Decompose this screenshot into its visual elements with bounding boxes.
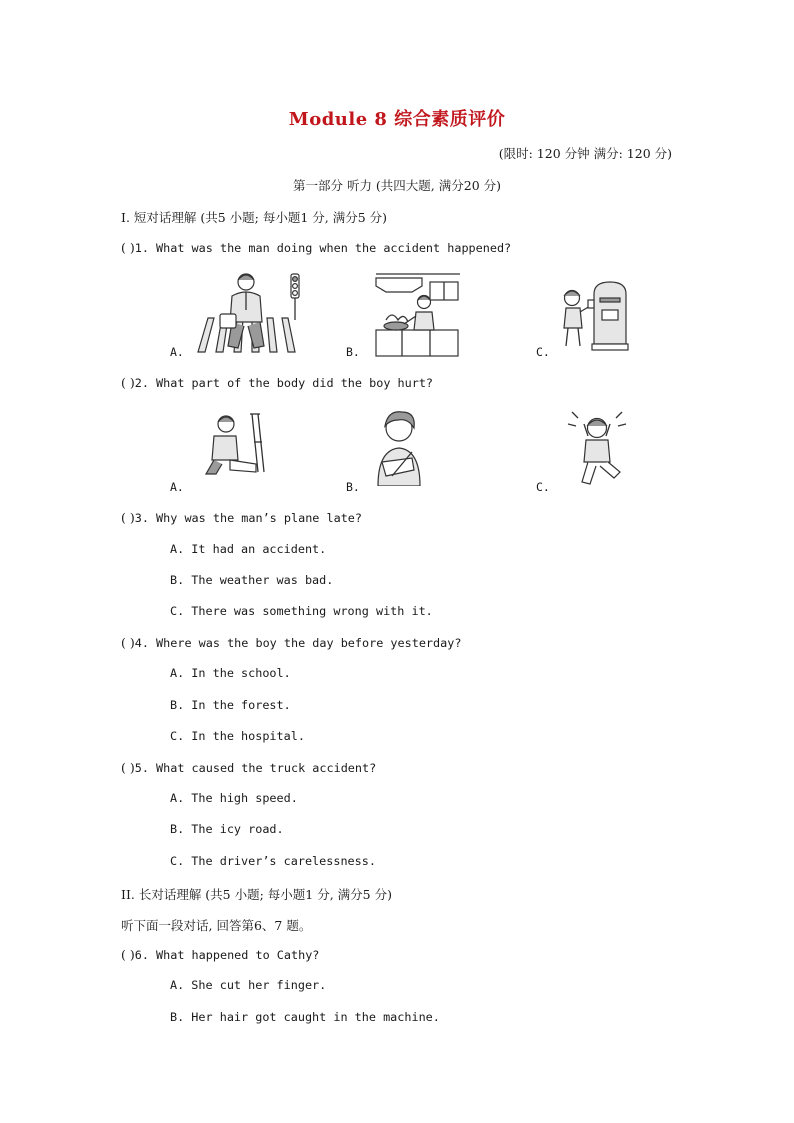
question-text: 1. What was the man doing when the accident happened? xyxy=(134,241,512,255)
picture-kitchen-cooking xyxy=(372,272,462,360)
picture-label: A. xyxy=(170,480,184,494)
question-text: 4. Where was the boy the day before yesterday? xyxy=(134,636,462,650)
picture-label: C. xyxy=(536,480,550,494)
option: C. In the hospital. xyxy=(170,729,305,743)
picture-label: B. xyxy=(346,345,360,359)
option: B. In the forest. xyxy=(170,698,291,712)
option: B. The icy road. xyxy=(170,822,284,836)
question-text: 2. What part of the body did the boy hurt? xyxy=(134,376,434,390)
option: A. In the school. xyxy=(170,666,291,680)
answer-paren: ( ) xyxy=(121,375,135,390)
picture-boy-headache xyxy=(564,406,630,490)
picture-boy-crutch xyxy=(200,408,276,478)
section-heading: I. 短对话理解 (共5 小题; 每小题1 分, 满分5 分) xyxy=(121,210,388,225)
option: C. There was something wrong with it. xyxy=(170,604,433,618)
picture-boy-arm-sling xyxy=(372,406,426,486)
question-6 xyxy=(121,947,319,962)
option: A. She cut her finger. xyxy=(170,978,327,992)
picture-label: A. xyxy=(170,345,184,359)
question-text: 5. What caused the truck accident? xyxy=(134,761,377,775)
picture-label: C. xyxy=(536,345,550,359)
answer-paren: ( ) xyxy=(121,760,135,775)
section-instruction: 听下面一段对话, 回答第6、7 题。 xyxy=(121,918,312,933)
question-4 xyxy=(121,635,461,650)
answer-paren: ( ) xyxy=(121,510,135,525)
picture-boy-mailbox xyxy=(556,280,632,352)
picture-crosswalk-man xyxy=(192,270,308,354)
option: A. It had an accident. xyxy=(170,542,327,556)
option: B. Her hair got caught in the machine. xyxy=(170,1010,440,1024)
part-heading: 第一部分 听力 (共四大题, 满分20 分) xyxy=(292,178,502,193)
question-text: 3. Why was the man’s plane late? xyxy=(134,511,363,525)
section-heading: II. 长对话理解 (共5 小题; 每小题1 分, 满分5 分) xyxy=(121,887,392,902)
option: C. The driver’s carelessness. xyxy=(170,854,376,868)
time-limit: (限时: 120 分钟 满分: 120 分) xyxy=(498,146,672,161)
question-text: 6. What happened to Cathy? xyxy=(134,948,320,962)
answer-paren: ( ) xyxy=(121,635,135,650)
answer-paren: ( ) xyxy=(121,240,135,255)
question-3 xyxy=(121,510,362,525)
answer-paren: ( ) xyxy=(121,947,135,962)
picture-label: B. xyxy=(346,480,360,494)
question-2 xyxy=(121,375,433,390)
question-5 xyxy=(121,760,376,775)
option: A. The high speed. xyxy=(170,791,298,805)
page-title: Module 8 综合素质评价 xyxy=(288,109,506,130)
option: B. The weather was bad. xyxy=(170,573,334,587)
question-1 xyxy=(121,240,511,255)
